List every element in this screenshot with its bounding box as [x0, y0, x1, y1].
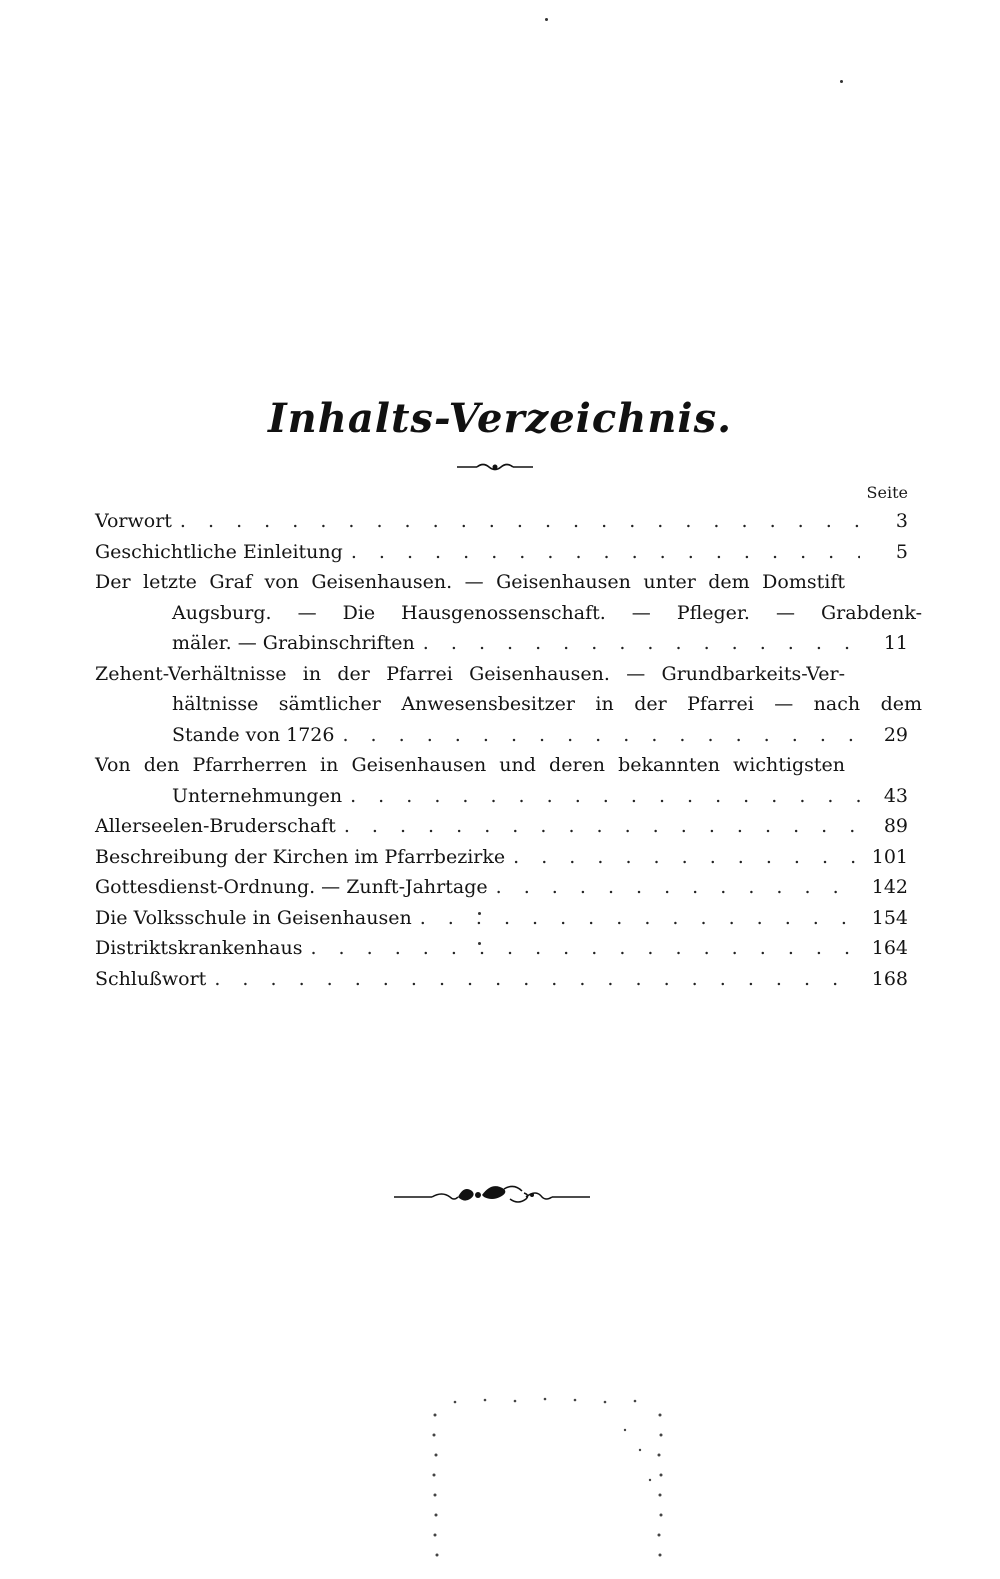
paper-speck	[545, 18, 548, 21]
dot-leader	[513, 842, 860, 873]
toc-entry[interactable]	[95, 628, 908, 659]
toc-entry-title: mäler. — Grabinschriften	[172, 632, 415, 654]
dot-leader	[214, 964, 860, 995]
toc-entry[interactable]	[95, 903, 908, 934]
toc-page-number: 168	[871, 967, 908, 990]
toc-page-number: 89	[883, 815, 908, 837]
toc-page-number: 142	[871, 876, 908, 898]
dot-leader	[423, 628, 860, 659]
toc-page-number: 11	[883, 632, 908, 654]
dot-leader	[342, 720, 860, 751]
toc-entry-title: Distriktskrankenhaus	[95, 937, 303, 959]
toc-entry-title: Schlußwort	[95, 967, 207, 990]
toc-entry[interactable]	[95, 872, 908, 903]
dot-leader	[180, 506, 860, 537]
library-stamp-icon	[425, 1390, 670, 1565]
toc-page-number: 101	[871, 845, 908, 868]
toc-entry[interactable]	[95, 506, 908, 537]
page-column-label: Seite	[866, 483, 908, 502]
toc-entry[interactable]	[95, 964, 908, 995]
toc-entry[interactable]	[95, 537, 908, 568]
toc-page-number: 43	[883, 784, 908, 807]
toc-entry-line: hältnisse sämtlicher Anwesensbesitzer in der Pfarrei — nach dem	[172, 693, 922, 715]
floral-vignette-icon	[392, 1175, 592, 1215]
dot-leader	[344, 811, 860, 842]
page-title: Inhalts-Verzeichnis.	[267, 395, 733, 442]
dot-leader	[351, 537, 860, 568]
toc-entry-title: Gottesdienst-Ordnung. — Zunft-Jahrtage	[95, 876, 488, 898]
paper-speck	[478, 942, 481, 945]
dot-leader	[496, 872, 860, 903]
toc-entry-line: Der letzte Graf von Geisenhausen. — Geisenhausen unter dem Domstift	[95, 571, 845, 593]
toc-entry-line: Von den Pfarrherren in Geisenhausen und deren bekannten wichtigsten	[95, 754, 845, 776]
toc-entry-title: Die Volksschule in Geisenhausen	[95, 906, 412, 929]
paper-speck	[478, 912, 481, 915]
toc-entry[interactable]	[95, 781, 908, 812]
toc-entry[interactable]	[95, 811, 908, 842]
toc-page-number: 154	[871, 906, 908, 929]
toc-page-number: 3	[895, 510, 908, 532]
dot-leader	[350, 781, 860, 812]
toc-entry-title: Beschreibung der Kirchen im Pfarrbezirke	[95, 845, 506, 868]
paper-speck	[840, 80, 843, 83]
decorative-rule-icon	[455, 460, 535, 474]
toc-entry[interactable]	[95, 933, 908, 964]
toc-entry-title: Allerseelen-Bruderschaft	[95, 815, 336, 837]
toc-entry-title: Geschichtliche Einleitung	[95, 540, 343, 563]
toc-entry[interactable]	[95, 842, 908, 873]
toc-entry-line: Augsburg. — Die Hausgenossenschaft. — Pfleger. — Grabdenk-	[172, 601, 922, 624]
toc-entry[interactable]	[95, 720, 908, 751]
toc-entry-line: Zehent-Verhältnisse in der Pfarrei Geisenhausen. — Grundbarkeits-Ver-	[95, 662, 845, 685]
dot-leader	[310, 933, 860, 964]
toc-page-number: 164	[871, 937, 908, 959]
toc-page-number: 5	[895, 540, 908, 563]
toc-entry-title: Stande von 1726	[172, 723, 335, 746]
table-of-contents	[95, 506, 922, 994]
toc-page-number: 29	[883, 723, 908, 746]
dot-leader	[420, 903, 860, 934]
toc-entry-title: Vorwort	[95, 510, 172, 532]
toc-entry-title: Unternehmungen	[172, 784, 343, 807]
